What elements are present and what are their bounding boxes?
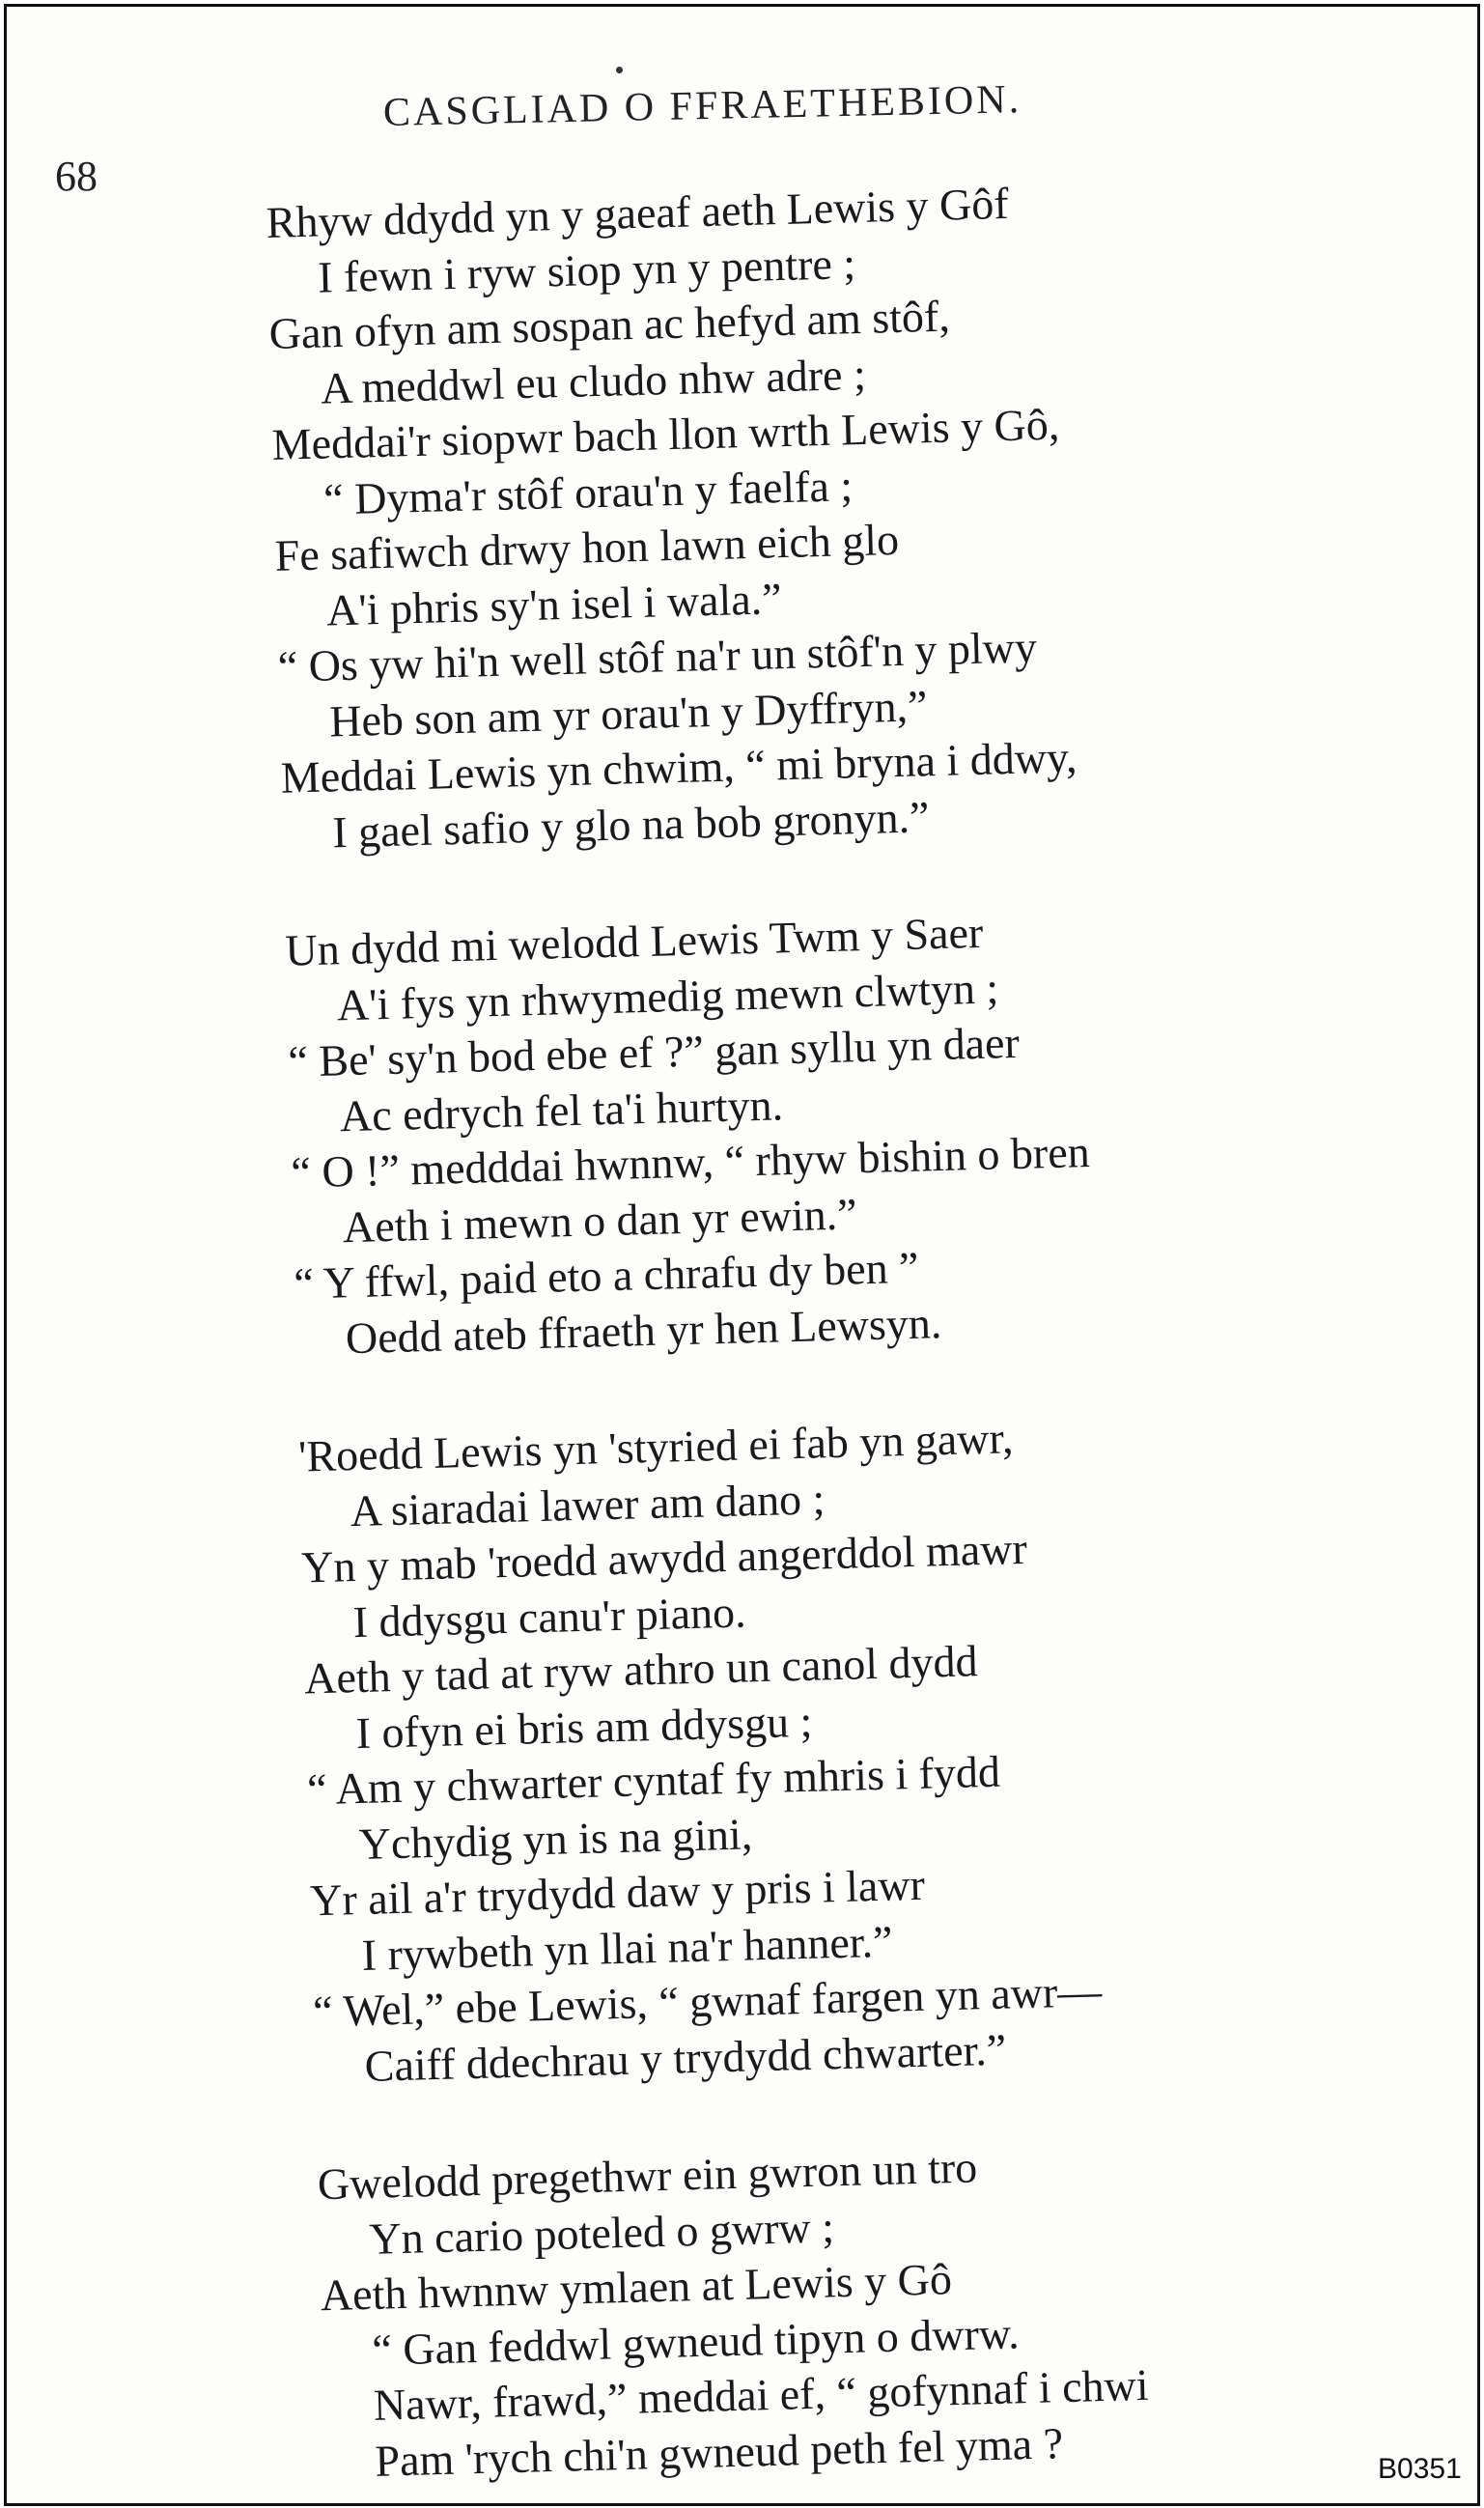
- verse-line: I ddysgu canu'r piano.: [352, 1586, 747, 1647]
- verse-line: Yn cario poteled o gwrw ;: [368, 2201, 835, 2264]
- verse-line: Caiff ddechrau y trydydd chwarter.”: [364, 2024, 1007, 2091]
- verse-line: Aeth i mewn o dan yr ewin.”: [342, 1188, 858, 1252]
- verse-line: “ Am y chwarter cyntaf fy mhris i fydd: [306, 1746, 1001, 1815]
- verse-line: Gan ofyn am sospan ac hefyd am stôf,: [268, 291, 951, 358]
- verse-line: Nawr, frawd,” meddai ef, “ gofynnaf i chwi: [373, 2359, 1150, 2430]
- verse-line: I fewn i ryw siop yn y pentre ;: [317, 238, 856, 302]
- verse-line: Heb son am yr orau'n y Dyffryn,”: [328, 680, 929, 746]
- verse-line: Pam 'rych chi'n gwneud peth fel yma ?: [374, 2417, 1064, 2486]
- verse-line: A'i fys yn rhwymedig mewn clwtyn ;: [336, 962, 999, 1029]
- verse-line: “ Be' sy'n bod ebe ef ?” gan syllu yn daer: [287, 1017, 1021, 1086]
- verse-line: Gwelodd pregethwr ein gwron un tro: [317, 2142, 978, 2210]
- verse-line: Meddai Lewis yn chwim, “ mi bryna i ddwy,: [280, 732, 1078, 803]
- verse-line: Ychydig yn is na gini,: [358, 1808, 753, 1869]
- verse-line: Ac edrych fel ta'i hurtyn.: [339, 1079, 784, 1141]
- catalog-id: B0351: [1378, 2453, 1462, 2485]
- scanned-page: [4, 4, 1480, 2506]
- page-number: 68: [55, 153, 98, 200]
- verse-line: Aeth hwnnw ymlaen at Lewis y Gô: [320, 2254, 953, 2321]
- verse-line: A'i phris sy'n isel i wala.”: [325, 573, 783, 634]
- ink-speck: [616, 67, 623, 73]
- verse-line: “ O !” medddai hwnnw, “ rhyw bishin o bren: [290, 1127, 1091, 1198]
- stanza-1: [266, 166, 1393, 861]
- verse-line: I gael safio y glo na bob gronyn.”: [331, 791, 931, 857]
- verse-line: Oedd ateb ffraeth yr hen Lewsyn.: [345, 1297, 942, 1363]
- poem-body: [266, 166, 1438, 2506]
- verse-line: Aeth y tad at ryw athro un canol dydd: [303, 1636, 979, 1704]
- verse-line: 'Roedd Lewis yn 'styried ei fab yn gawr,: [297, 1413, 1014, 1481]
- verse-line: Un dydd mi welodd Lewis Twm y Saer: [284, 907, 984, 975]
- verse-line: A meddwl eu cludo nhw adre ;: [320, 349, 867, 413]
- running-head: CASGLIAD O FFRAETHEBION.: [382, 77, 1022, 135]
- stanza-3: [297, 1399, 1425, 2095]
- stanza-4: [317, 2128, 1436, 2490]
- verse-line: Yn y mab 'roedd awydd angerddol mawr: [300, 1523, 1028, 1592]
- verse-line: Rhyw ddydd yn y gaeaf aeth Lewis y Gôf: [266, 178, 1010, 247]
- verse-line: Fe safiwch drwy hon lawn eich glo: [274, 514, 900, 580]
- verse-line: “ Gan feddwl gwneud tipyn o dwrw.: [371, 2307, 1021, 2375]
- verse-line: A siaradai lawer am dano ;: [350, 1473, 826, 1536]
- verse-line: I ofyn ei bris am ddysgu ;: [355, 1696, 813, 1758]
- verse-line: “ Dyma'r stôf orau'n y faelfa ;: [322, 460, 854, 524]
- verse-line: I rywbeth yn llai na'r hanner.”: [361, 1916, 894, 1980]
- stanza-2: [285, 894, 1407, 1367]
- verse-line: “ Y ffwl, paid eto a chrafu dy ben ”: [293, 1242, 920, 1309]
- verse-line: “ Os yw hi'n well stôf na'r un stôf'n y plwy: [277, 622, 1038, 691]
- verse-line: Yr ail a'r trydydd daw y pris i lawr: [309, 1859, 926, 1926]
- verse-line: Meddai'r siopwr bach llon wrth Lewis y Gô,: [271, 399, 1060, 469]
- verse-line: “ Wel,” ebe Lewis, “ gwnaf fargen yn awr—: [312, 1965, 1103, 2037]
